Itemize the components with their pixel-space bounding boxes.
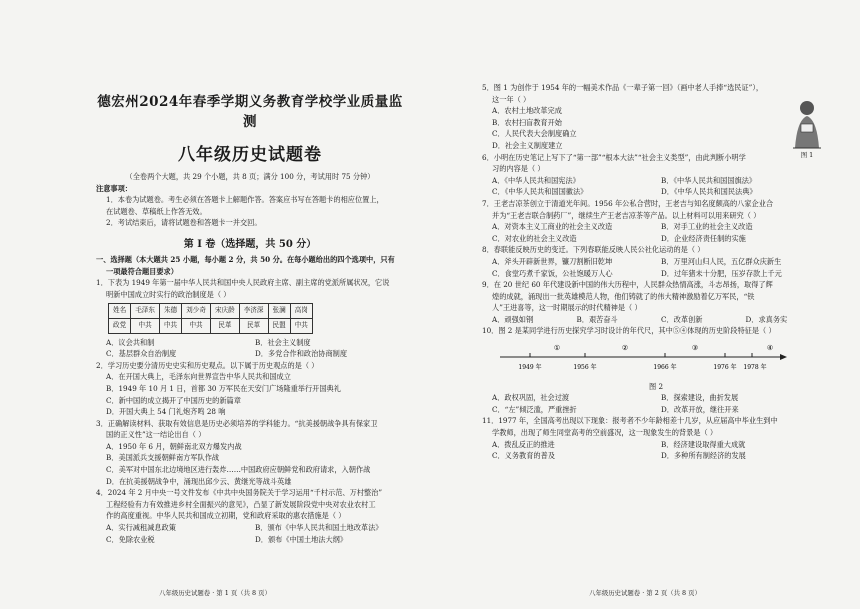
part1-title: 一、选择题（本大题共 25 小题，每小题 2 分，共 50 分。在每小题给出的四个选项中，只有 <box>96 254 395 264</box>
table-cell: 张澜 <box>268 304 290 319</box>
q3-option-b: B．美国派兵支援朝鲜南方军队作战 <box>106 453 220 463</box>
q9-stem: 9．在 20 世纪 60 年代建设新中国的伟大历程中，人民群众热情高涨，斗志昂扬，取得了辉 <box>482 280 773 290</box>
q2-option-b: B．1949 年 10 月 1 日，首都 30 万军民在天安门广场隆重举行开国典礼 <box>106 383 341 393</box>
table-cell: 毛泽东 <box>131 304 160 319</box>
timeline-marker-2: ② <box>621 344 629 353</box>
q2-stem: 2．学习历史要分清历史史实和历史观点。以下属于历史观点的是（ ） <box>96 360 319 370</box>
table-cell: 中共 <box>159 318 181 333</box>
q6-option-c: C．《中华人民共和国国徽法》 <box>492 187 588 197</box>
table-cell: 高岗 <box>290 304 312 319</box>
q3-stem: 3．正确解读材料、获取有效信息是历史必须培养的学科能力。“抗美援朝战争具有保家卫 <box>96 418 378 428</box>
q8-option-c: C．食堂巧煮千家饭，公社饱暖万人心 <box>492 268 613 278</box>
timeline-year: 1949 年 <box>518 364 542 372</box>
q9-stem-b: 煌的成就，涌现出一批英雄模范人物，他们铸就了的伟大精神激励着亿万军民，“铁 <box>492 291 755 301</box>
q2-option-c: C．新中国的成立揭开了中国历史的新篇章 <box>106 395 241 405</box>
question-8 <box>482 244 830 279</box>
q10-stem: 10．图 2 是某同学进行历史探究学习时设计的年代尺，其中⑤④体现的历史阶段特征是（ ） <box>482 326 776 336</box>
part1-title-b: 一项最符合题目要求） <box>106 266 178 276</box>
question-7 <box>482 198 830 244</box>
q11-option-c: C．义务教育的普及 <box>492 451 556 461</box>
question-10 <box>482 325 830 415</box>
q8-stem: 8．春联能反映历史的变迁。下列春联能反映人民公社化运动的是（ ） <box>482 245 705 255</box>
q5-stem: 5．图 1 为创作于 1954 年的一幅美术作品《一辈子第一回》（画中老人手捧“选民证”）， <box>482 83 764 92</box>
q4-stem-b: 工程经验有力有效推进乡村全面振兴的意见》，凸显了新发展阶段党中央对农业农村工 <box>106 499 376 509</box>
q10-option-b: B．探索建设，曲折发展 <box>661 393 739 403</box>
q7-stem-b: 并为“王老吉联合制药厂”，继续生产王老吉凉茶等产品。以上材料可以用来研究（ ） <box>492 210 761 220</box>
figure-1-caption: 图 1 <box>800 150 814 159</box>
question-6 <box>482 152 830 198</box>
notes-heading: 注意事项： <box>96 183 132 193</box>
table-cell: 中共 <box>131 318 160 333</box>
note-1: 1．本卷为试题卷。考生必须在答题卡上解题作答。答案应书写在答题卡的相应位置上， <box>106 195 384 205</box>
table-cell: 中共 <box>182 318 211 333</box>
q5-option-d: D．社会主义制度建立 <box>492 140 563 150</box>
section-title: 第 I 卷（选择题，共 50 分） <box>183 238 317 250</box>
q7-option-d: D．企业经济责任制的实施 <box>661 233 746 243</box>
q9-stem-c: 人”王进喜等，这一时期展示的时代精神是（ ） <box>492 303 642 313</box>
figure-2-caption: 图 2 <box>648 381 664 391</box>
q5-option-a: A．农村土地改革完成 <box>492 106 562 116</box>
q7-option-b: B．对手工业的社会主义改造 <box>661 222 753 232</box>
q2-option-a: A．在开国大典上，毛泽东向世界宣告中华人民共和国成立 <box>106 372 291 382</box>
q7-stem: 7．王老吉凉茶创立于清道光年间。1956 年公私合营时，王老吉与知名度颇高的八家企业合 <box>482 198 774 208</box>
q1-option-c: C．基层群众自治制度 <box>106 349 177 359</box>
voter-illustration-icon <box>787 98 827 150</box>
q1-table <box>108 303 313 333</box>
q7-option-c: C．对农业的社会主义改造 <box>492 233 577 243</box>
q4-option-d: D．颁布《中国土地法大纲》 <box>255 534 348 544</box>
q5-option-c: C．人民代表大会制度确立 <box>492 129 577 139</box>
page-footer-2: 八年级历史试题卷 · 第 2 页（共 8 页） <box>589 589 701 597</box>
exam-page-2 <box>430 0 860 609</box>
timeline-marker-4: ④ <box>766 344 774 353</box>
q4-option-a: A．实行减租减息政策 <box>106 523 176 533</box>
q6-stem: 6．小明在历史笔记上写下了“第一部”“根本大法”“社会主义类型”，由此判断小明学 <box>482 152 746 162</box>
q4-option-b: B．颁布《中华人民共和国土地改革法》 <box>255 523 383 533</box>
q1-stem: 1．下表为 1949 年第一届中华人民共和国中央人民政府主席、副主席的党派所属状况，它说 <box>96 278 390 288</box>
table-cell: 民革 <box>210 318 239 333</box>
table-cell: 姓名 <box>109 304 131 319</box>
timeline-marker-1: ① <box>553 344 561 353</box>
question-4 <box>96 487 404 545</box>
question-11 <box>482 415 830 461</box>
q5-option-b: B．农村扫盲教育开始 <box>492 117 562 127</box>
q6-option-a: A．《中华人民共和国宪法》 <box>492 175 580 185</box>
timeline-year: 1978 年 <box>743 364 767 372</box>
q5-stem-b: 这一年（ ） <box>492 94 531 104</box>
q6-option-d: D．《中华人民共和国民法典》 <box>661 187 757 197</box>
q9-option-b: B．艰苦奋斗 <box>576 314 618 324</box>
q4-stem: 4．2024 年 2 月中央一号文件发布《中共中央国务院关于学习运用“千村示范、万村整治” <box>96 488 383 498</box>
timeline-year: 1956 年 <box>573 364 597 372</box>
table-cell: 李济深 <box>239 304 268 319</box>
table-cell: 刘少奇 <box>182 304 211 319</box>
note-1b: 在试题卷、草稿纸上作答无效。 <box>106 206 207 216</box>
q7-option-a: A．对资本主义工商业的社会主义改造 <box>492 222 613 232</box>
q10-option-c: C．“左”倾泛滥，严重挫折 <box>492 404 577 414</box>
q3-option-a: A．1950 年 6 月，朝鲜南北双方爆发内战 <box>106 441 242 451</box>
q6-option-b: B．《中华人民共和国国旗法》 <box>661 175 757 185</box>
q11-option-a: A．拨乱反正的推进 <box>492 439 555 449</box>
question-3 <box>96 418 404 488</box>
paper-title: 八年级历史试题卷 <box>178 145 322 165</box>
q1-option-d: D．多党合作和政治协商制度 <box>255 349 348 359</box>
page-footer-1: 八年级历史试题卷 · 第 1 页（共 8 页） <box>159 589 271 597</box>
q1-stem-b: 明新中国成立时实行的政治制度是（ ） <box>106 289 231 299</box>
table-cell: 中共 <box>290 318 312 333</box>
q3-option-c: C．美军对中国东北边境地区进行轰炸……中国政府应朝鲜党和政府请求，入朝作战 <box>106 465 371 475</box>
q3-stem-b: 国的正义性”这一结论出自（ ） <box>106 430 206 440</box>
timeline-year: 1966 年 <box>653 364 677 372</box>
q4-option-c: C．免除农业税 <box>106 534 155 544</box>
table-cell: 宋庆龄 <box>210 304 239 319</box>
timeline-marker-3: ③ <box>691 344 699 353</box>
q3-option-d: D．在抗美援朝战争中，涌现出邱少云、黄继光等战斗英雄 <box>106 476 292 486</box>
q11-option-b: B．经济建设取得重大成就 <box>661 439 746 449</box>
table-row <box>109 304 313 319</box>
q4-stem-c: 作的高度重视。中华人民共和国成立初期，党和政府采取的惠农措施是（ ） <box>106 511 346 521</box>
table-row <box>109 318 313 333</box>
q11-option-d: D．多种所有制经济的发展 <box>661 451 746 461</box>
table-cell: 民革 <box>239 318 268 333</box>
q8-option-d: D．过年猪未十分肥，压岁存款上千元 <box>661 268 782 278</box>
table-cell: 朱德 <box>159 304 181 319</box>
table-cell: 民盟 <box>268 318 290 333</box>
q10-option-a: A．政权巩固，社会过渡 <box>492 393 570 403</box>
q6-stem-b: 习的内容是（ ） <box>492 164 545 174</box>
question-2 <box>96 360 404 418</box>
q11-stem-b: 学教师，出现了师生同堂高考的空前盛况，这一现象发生的背景是（ ） <box>492 428 718 438</box>
q9-option-c: C．改革创新 <box>661 314 703 324</box>
table-cell: 政党 <box>109 318 131 333</box>
exam-title: 德宏州2024年春季学期义务教育学校学业质量监测 <box>97 94 403 130</box>
figure-1 <box>784 98 830 162</box>
timeline-figure <box>490 341 790 375</box>
q8-option-b: B．万里河山归人民，五亿群众庆新生 <box>661 256 782 266</box>
q1-option-a: A．议会共和制 <box>106 337 155 347</box>
q9-option-a: A．顽强如钢 <box>492 314 534 324</box>
question-9 <box>482 279 830 325</box>
timeline-year: 1976 年 <box>713 364 737 372</box>
question-1 <box>96 277 404 360</box>
q2-option-d: D．开国大典上 54 门礼炮齐鸣 28 响 <box>106 407 226 417</box>
q8-option-a: A．斧头开辟新世界，镰刀割断旧乾坤 <box>492 256 613 266</box>
q11-stem: 11．1977 年，全国高考出现以下现象：报考者不少年龄相差十几岁，从应届高中毕业生到中 <box>482 416 778 426</box>
q1-option-b: B．社会主义制度 <box>255 337 311 347</box>
exam-info: （全卷两个大题，共 29 个小题，共 8 页；满分 100 分，考试用时 75 分钟） <box>125 172 375 181</box>
q10-option-d: D．改革开放，继往开来 <box>661 404 739 414</box>
note-2: 2．考试结束后，请将试题卷和答题卡一并交回。 <box>106 218 262 228</box>
q9-option-d: D．求真务实 <box>745 314 788 324</box>
